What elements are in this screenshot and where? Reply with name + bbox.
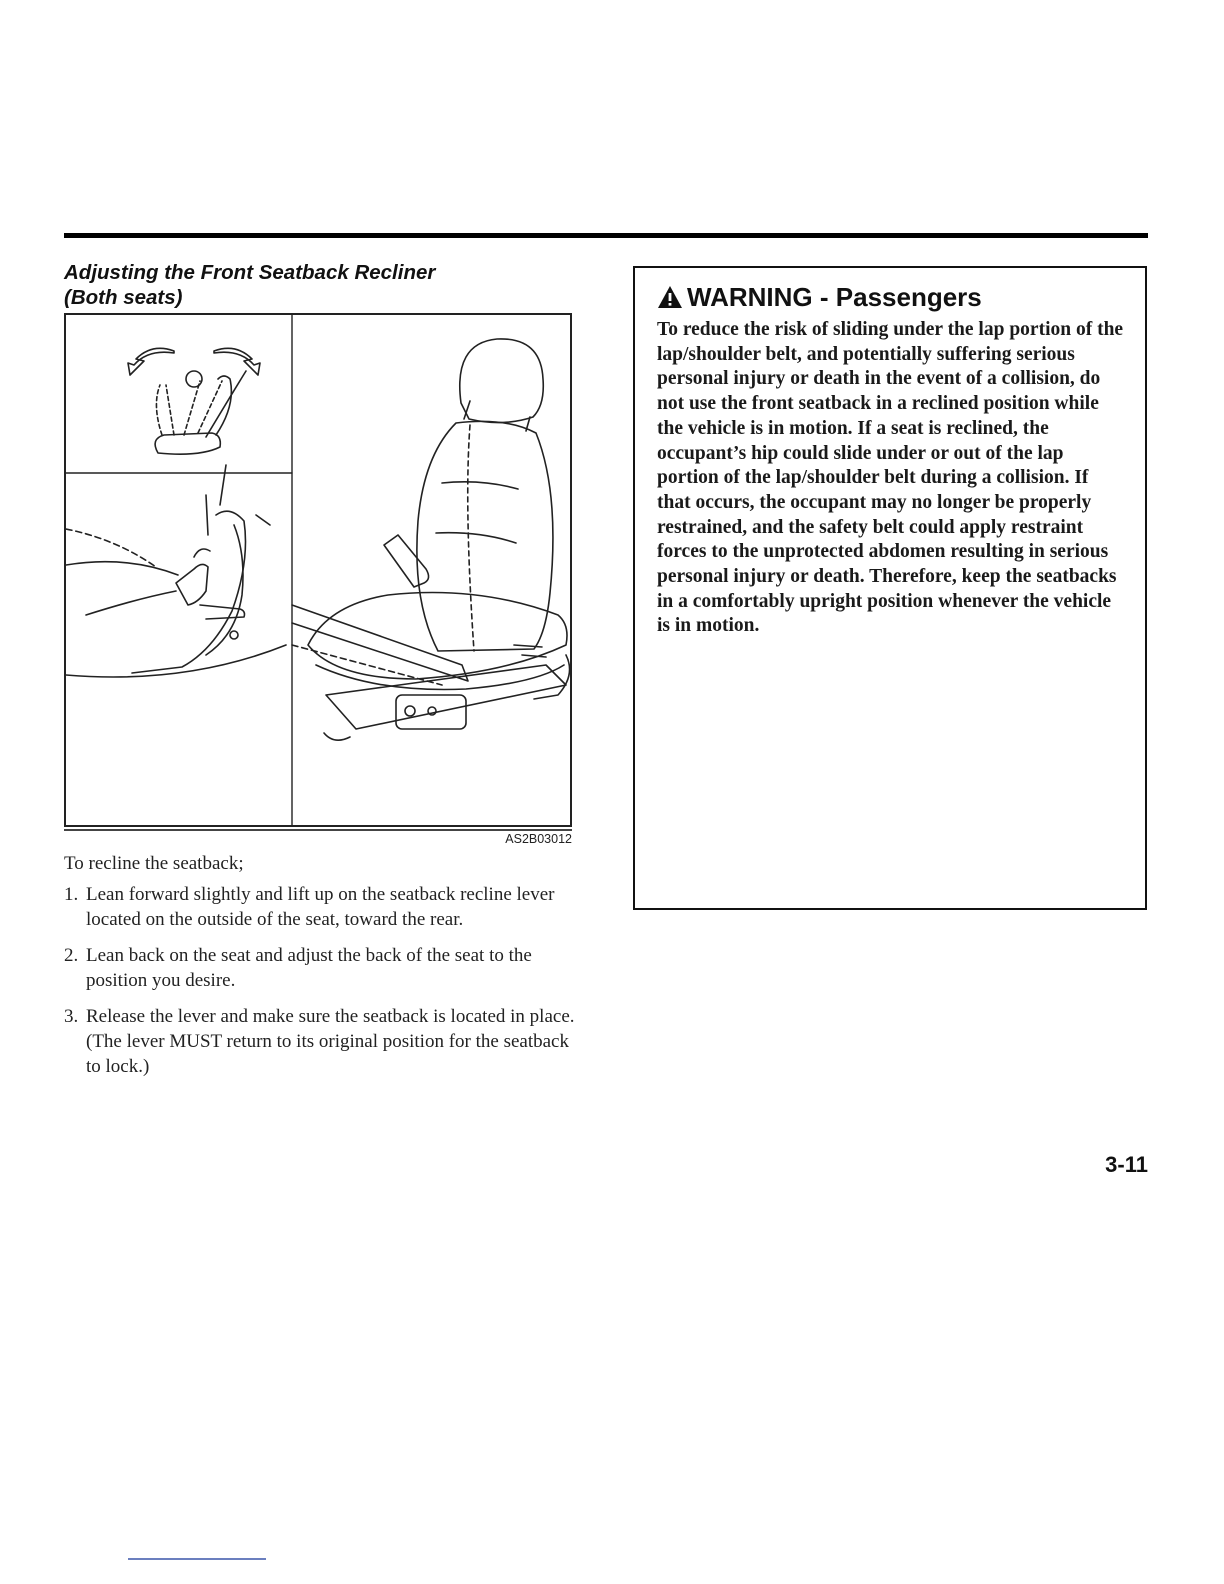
warning-heading-text: WARNING - Passengers bbox=[687, 282, 982, 312]
top-rule bbox=[64, 233, 1148, 238]
footer-rule bbox=[128, 1558, 266, 1560]
figure-caption-rule bbox=[64, 829, 572, 831]
lever-closeup bbox=[66, 465, 286, 677]
front-seat-drawing bbox=[308, 339, 570, 740]
warning-box bbox=[633, 266, 1147, 910]
instruction-step bbox=[64, 1004, 584, 1079]
step-number: 2. bbox=[64, 945, 79, 966]
instructions-intro: To recline the seatback; bbox=[64, 853, 244, 874]
section-title-line-2: (Both seats) bbox=[64, 286, 183, 309]
warning-body: To reduce the risk of sliding under the lap portion of the lap/shoulder belt, and potentially suffering serious personal injury or death in the event of a collision, do not use the front seatback in a reclined position while the vehicle is in motion. If a seat is reclined, the occupant’s hip could slide under or out of the lap portion of the lap/shoulder belt during a collision. If that occurs, the occupant may no longer be properly restrained, and the safety belt could apply restraint forces to the unprotected abdomen resulting in serious personal injury or death. Therefore, keep the seatbacks in a comfortably upright position whenever the vehicle is in motion. bbox=[657, 319, 1124, 637]
step-text: Lean back on the seat and adjust the back of the seat to the position you desire. bbox=[86, 945, 532, 991]
instruction-steps bbox=[64, 882, 584, 1090]
page-number: 3-11 bbox=[1105, 1152, 1148, 1177]
step-text: Lean forward slightly and lift up on the seatback recline lever located on the outside of the seat, toward the rear. bbox=[86, 884, 555, 930]
step-text: Release the lever and make sure the seatback is located in place. (The lever MUST return to its original position for the seatback to lock.) bbox=[86, 1006, 575, 1077]
section-title bbox=[64, 260, 584, 310]
warning-triangle-icon bbox=[657, 285, 683, 309]
seat-belt-band bbox=[292, 605, 468, 685]
step-number: 1. bbox=[64, 884, 79, 905]
instruction-step bbox=[64, 943, 584, 993]
seat-recliner-illustration bbox=[64, 313, 572, 827]
recline-direction-diagram bbox=[128, 348, 260, 454]
instruction-step bbox=[64, 882, 584, 932]
figure-code: AS2B03012 bbox=[505, 832, 572, 846]
step-number: 3. bbox=[64, 1006, 79, 1027]
warning-heading bbox=[657, 280, 1125, 314]
section-title-line-1: Adjusting the Front Seatback Recliner bbox=[64, 261, 436, 284]
